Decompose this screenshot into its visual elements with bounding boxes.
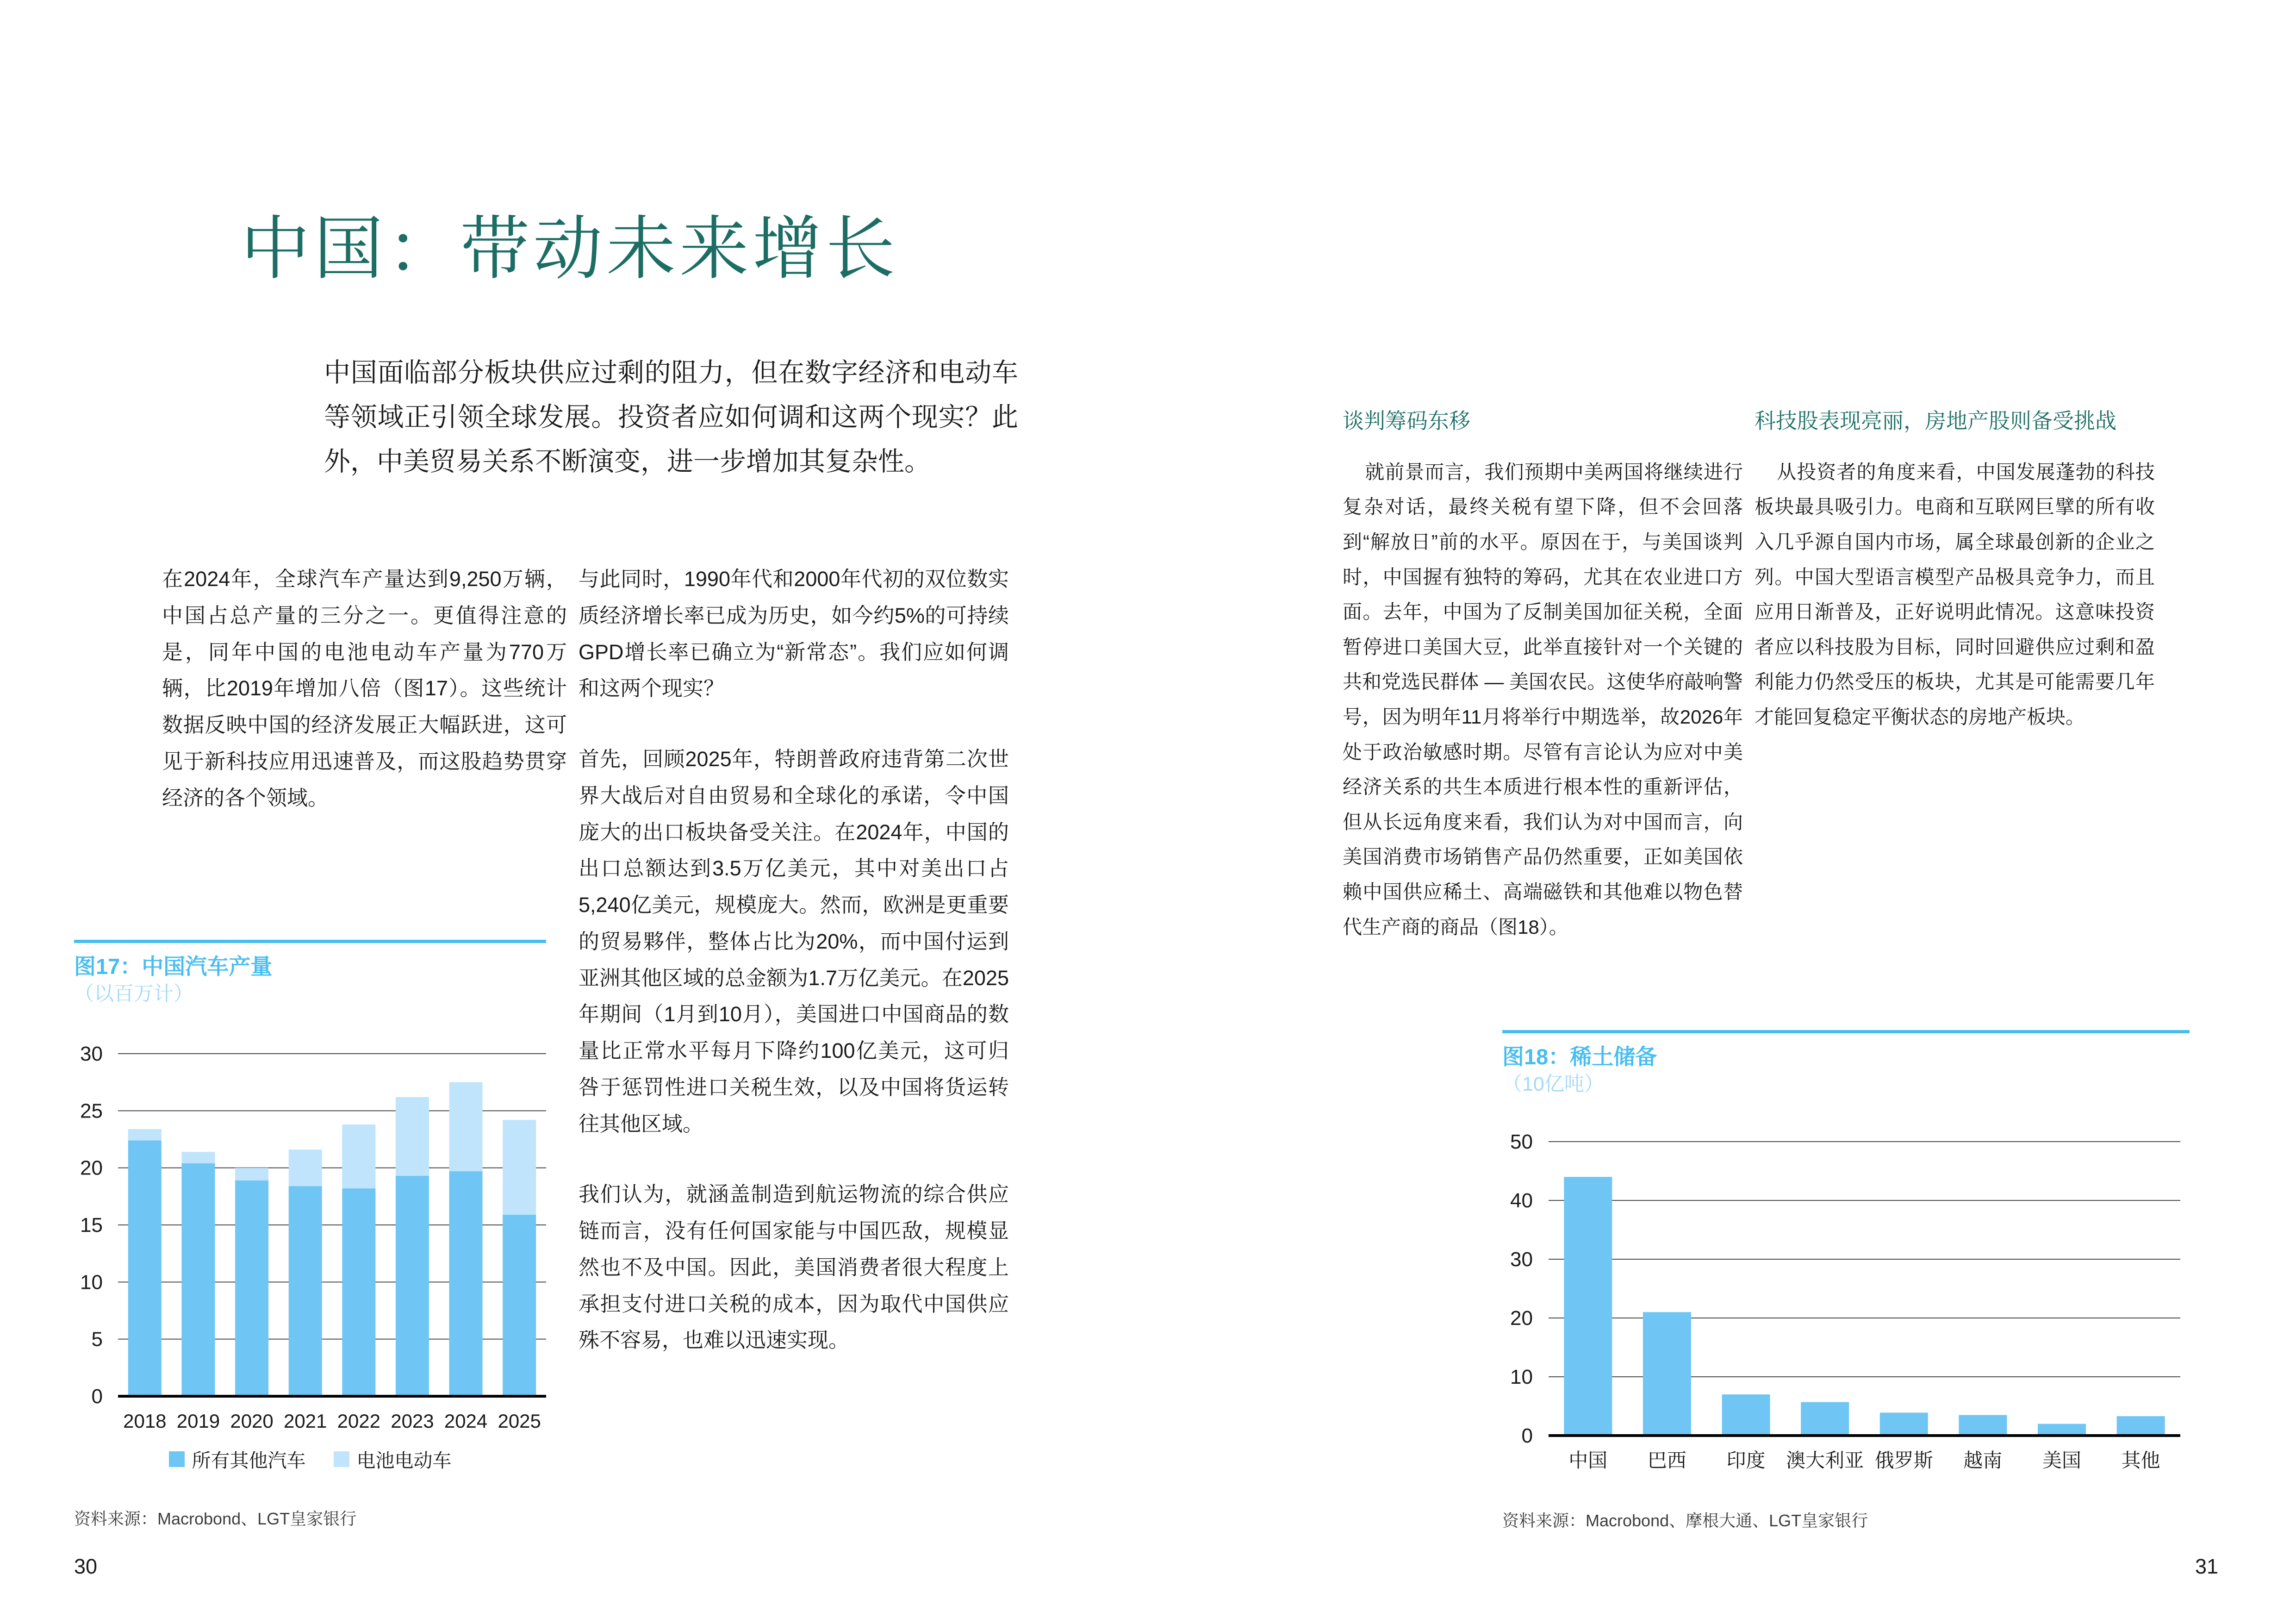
body-paragraph: 与此同时，1990年代和2000年代初的双位数实质经济增长率已成为历史，如今约5%的可持续GPD增长率已确立为“新常态”。我们应如何调和这两个现实？ bbox=[579, 567, 1009, 700]
body-paragraph: 从投资者的角度来看，中国发展蓬勃的科技板块最具吸引力。电商和互联网巨擘的所有收入几乎源自国内市场，属全球最创新的企业之列。中国大型语言模型产品极具竞争力，而且应用日渐普及，正好说明此情况。这意味投资者应以科技股为目标，同时回避供应过剩和盈利能力仍然受压的板块，尤其是可能需要几年才能回复稳定平衡状态的房地产板块。 bbox=[1755, 461, 2155, 728]
stacked-bar-chart-auto-production bbox=[74, 1012, 546, 1443]
bar-chart-rare-earth-reserves bbox=[1502, 1102, 2190, 1496]
svg-text:5: 5 bbox=[91, 1328, 103, 1351]
legend-swatch-other-cars bbox=[169, 1451, 185, 1467]
legend-label-other-cars: 所有其他汽车 bbox=[192, 1450, 306, 1472]
svg-text:2023: 2023 bbox=[391, 1410, 434, 1432]
svg-text:2025: 2025 bbox=[498, 1410, 541, 1432]
section-heading-negotiation: 谈判筹码东移 bbox=[1343, 409, 1470, 433]
legend-item-bev bbox=[334, 1445, 452, 1473]
body-paragraph: 我们认为，就涵盖制造到航运物流的综合供应链而言，没有任何国家能与中国匹敌，规模显然也不及中国。因此，美国消费者很大程度上承担支付进口关税的成本，因为取代中国供应殊不容易，也难以迅速实现。 bbox=[579, 1182, 1009, 1352]
svg-text:20: 20 bbox=[1510, 1307, 1533, 1330]
chart-legend bbox=[74, 1445, 546, 1473]
svg-text:2020: 2020 bbox=[230, 1410, 274, 1432]
svg-text:俄罗斯: 俄罗斯 bbox=[1874, 1449, 1933, 1472]
svg-text:2024: 2024 bbox=[444, 1410, 488, 1432]
svg-text:2022: 2022 bbox=[337, 1410, 381, 1432]
svg-text:50: 50 bbox=[1510, 1131, 1533, 1154]
right-page-column-1 bbox=[1343, 407, 1743, 944]
legend-label-bev: 电池电动车 bbox=[356, 1450, 452, 1472]
page-31 bbox=[1148, 0, 2296, 1624]
figure-subtitle: （以百万计） bbox=[74, 983, 193, 1006]
body-paragraph: 首先，回顾2025年，特朗普政府违背第二次世界大战后对自由贸易和全球化的承诺，令中国庞大的出口板块备受关注。在2024年，中国的出口总额达到3.5万亿美元，其中对美出口占5,240亿美元，规模庞大。然而，欧洲是更重要的贸易夥伴，整体占比为20%，而中国付运到亚洲其他区域的总金额为1.7万亿美元。在2025年期间（1月到10月），美国进口中国商品的数量比正常水平每月下降约100亿美元，这可归咎于惩罚性进口关税生效，以及中国将货运转往其他区域。 bbox=[579, 747, 1009, 1136]
intro-paragraph: 中国面临部分板块供应过剩的阻力，但在数字经济和电动车等领域正引领全球发展。投资者应如何调和这两个现实？此外，中美贸易关系不断演变，进一步增加其复杂性。 bbox=[324, 358, 1018, 476]
figure-18-rare-earth-reserves bbox=[1502, 1030, 2190, 1531]
svg-text:越南: 越南 bbox=[1963, 1449, 2003, 1472]
svg-text:0: 0 bbox=[1521, 1424, 1533, 1448]
section-heading-tech-vs-property: 科技股表现亮丽，房地产股则备受挑战 bbox=[1755, 409, 2116, 433]
figure-title: 图17：中国汽车产量 bbox=[74, 954, 273, 979]
legend-item-other-cars bbox=[169, 1445, 306, 1473]
svg-text:2019: 2019 bbox=[176, 1410, 220, 1432]
figure-subtitle: （10亿吨） bbox=[1502, 1073, 1604, 1096]
svg-text:15: 15 bbox=[80, 1214, 103, 1237]
body-paragraph: 在2024年，全球汽车产量达到9,250万辆，中国占总产量的三分之一。更值得注意的是，同年中国的电池电动车产量为770万辆，比2019年增加八倍（图17）。这些统计数据反映中国的经济发展正大幅跃进，这可见于新科技应用迅速普及，而这股趋势贯穿经济的各个领域。 bbox=[162, 567, 567, 810]
legend-swatch-bev bbox=[334, 1451, 349, 1467]
svg-text:澳大利亚: 澳大利亚 bbox=[1786, 1449, 1864, 1472]
svg-text:10: 10 bbox=[1510, 1366, 1533, 1389]
page-number: 31 bbox=[2195, 1555, 2219, 1578]
svg-text:2021: 2021 bbox=[283, 1410, 327, 1432]
page-title: 中国：带动未来增长 bbox=[241, 210, 899, 287]
svg-text:30: 30 bbox=[80, 1043, 103, 1066]
left-page-column-1 bbox=[162, 561, 567, 816]
source-note: 资料来源：Macrobond、LGT皇家银行 bbox=[74, 1509, 357, 1529]
svg-text:0: 0 bbox=[91, 1385, 103, 1408]
page-number: 30 bbox=[74, 1555, 98, 1578]
svg-text:20: 20 bbox=[80, 1157, 103, 1180]
figure-title: 图18：稀土储备 bbox=[1502, 1044, 1657, 1069]
body-paragraph: 就前景而言，我们预期中美两国将继续进行复杂对话，最终关税有望下降，但不会回落到“解放日”前的水平。原因在于，与美国谈判时，中国握有独特的筹码，尤其在农业进口方面。去年，中国为了反制美国加征关税，全面暂停进口美国大豆，此举直接针对一个关键的共和党选民群体 — 美国农民。这使华府敲响警号，因为明年11月将举行中期选举，故2026年处于政治敏感时期。尽管有言论认为应对中美经济关系的共生本质进行根本性的重新评估，但从长远角度来看，我们认为对中国而言，向美国消费市场销售产品仍然重要，正如美国依赖中国供应稀土、高端磁铁和其他难以物色替代生产商的商品（图18）。 bbox=[1343, 461, 1743, 938]
figure-accent-rule bbox=[1502, 1030, 2190, 1033]
left-page-column-2 bbox=[579, 561, 1009, 1359]
svg-text:25: 25 bbox=[80, 1099, 103, 1123]
svg-text:其他: 其他 bbox=[2121, 1449, 2160, 1472]
figure-accent-rule bbox=[74, 940, 546, 943]
svg-text:印度: 印度 bbox=[1726, 1449, 1766, 1472]
svg-text:10: 10 bbox=[80, 1271, 103, 1294]
figure-17-china-auto-production bbox=[74, 940, 546, 1530]
right-page-column-2 bbox=[1755, 407, 2155, 735]
svg-text:40: 40 bbox=[1510, 1189, 1533, 1212]
svg-text:30: 30 bbox=[1510, 1248, 1533, 1271]
source-note: 资料来源：Macrobond、摩根大通、LGT皇家银行 bbox=[1502, 1511, 1868, 1530]
svg-text:中国: 中国 bbox=[1568, 1449, 1608, 1472]
svg-text:2018: 2018 bbox=[123, 1410, 167, 1432]
svg-text:巴西: 巴西 bbox=[1647, 1449, 1686, 1472]
svg-text:美国: 美国 bbox=[2042, 1449, 2082, 1472]
